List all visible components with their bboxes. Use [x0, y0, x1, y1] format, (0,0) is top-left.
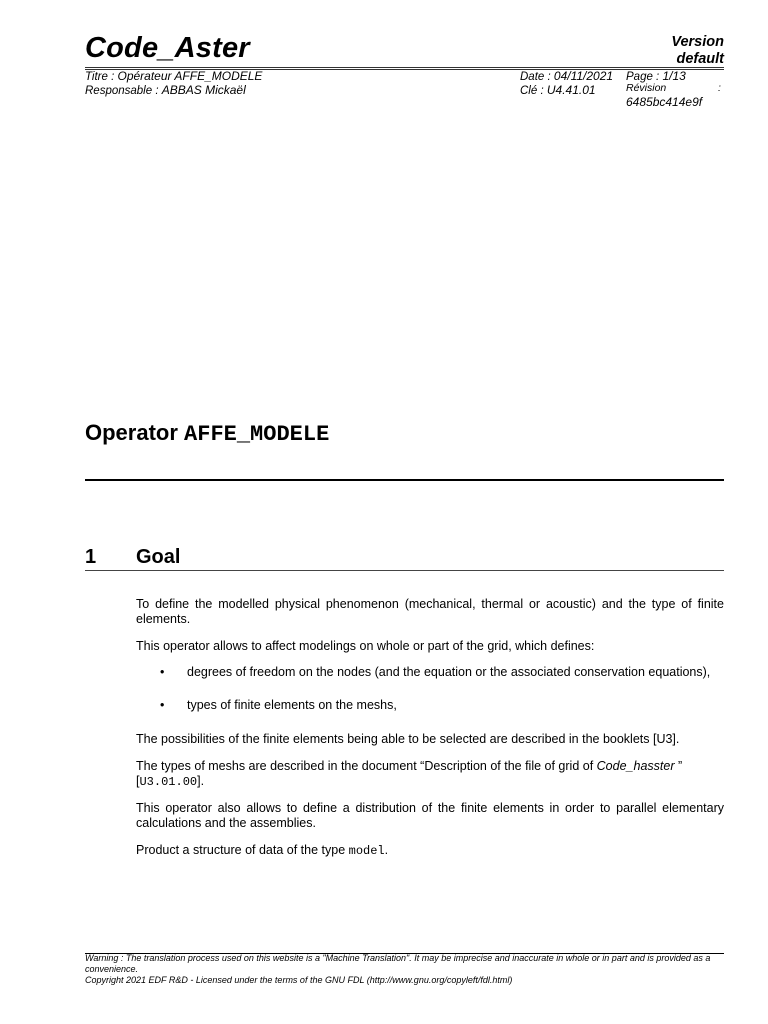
paragraph-3: The possibilities of the finite elements being able to be selected are described in the booklets [U3]. — [136, 732, 680, 746]
cle-value: U4.41.01 — [546, 83, 596, 97]
section-title: Goal — [136, 546, 181, 568]
title-rule — [85, 479, 724, 481]
document-title — [85, 420, 329, 447]
paragraph-1: To define the modelled physical phenomenon (mechanical, thermal or acoustic) and the type of finite elements. — [136, 597, 724, 626]
version-label: Version — [671, 34, 724, 50]
footer-warning: Warning : The translation process used on this website is a "Machine Translation". It may be imprecise and inaccurate in whole or in part and is provided as a convenience. — [85, 953, 711, 974]
responsable-label: Responsable : — [85, 85, 159, 97]
date-line — [520, 69, 613, 84]
page-label: Page : — [626, 71, 660, 83]
paragraph-4: The types of meshs are described in the document “Description of the file of grid of Code_hasster ” [U3.01.00]. — [136, 759, 683, 789]
document-title-code: AFFE_MODELE — [184, 422, 330, 447]
section-number: 1 — [85, 546, 97, 568]
date-label: Date : — [520, 71, 551, 83]
bullet-marker: • — [160, 665, 165, 679]
titre-line — [85, 69, 262, 84]
document-title-prefix: Operator — [85, 420, 178, 445]
titre-label: Titre : — [85, 71, 115, 83]
paragraph-2: This operator allows to affect modelings on whole or part of the grid, which defines: — [136, 639, 595, 653]
bullet-item-2: types of finite elements on the meshs, — [187, 698, 397, 712]
version-block — [671, 34, 724, 68]
revision-value: 6485bc414e9f — [626, 95, 703, 109]
bullet-item-1: degrees of freedom on the nodes (and the equation or the associated conservation equations), — [187, 665, 711, 679]
bullet-marker: • — [160, 698, 165, 712]
cle-line — [520, 83, 596, 98]
responsable-value: ABBAS Mickaël — [161, 83, 246, 97]
revision-colon: : — [718, 82, 721, 94]
paragraph-5: This operator also allows to define a distribution of the finite elements in order to parallel elementary calculations and the assemblies. — [136, 801, 724, 830]
revision-label: Révision — [626, 82, 667, 94]
model-code: model — [348, 844, 385, 858]
date-value: 04/11/2021 — [553, 69, 614, 83]
reference-code: U3.01.00 — [139, 775, 198, 789]
section-rule — [85, 570, 724, 571]
footer-copyright: Copyright 2021 EDF R&D - Licensed under the terms of the GNU FDL (http://www.gnu.org/copyleft/fdl.html) — [85, 975, 513, 985]
responsable-line — [85, 83, 246, 98]
code-hasster-italic: Code_hasster — [596, 759, 675, 773]
cle-label: Clé : — [520, 85, 544, 97]
brand-logo-text: Code_Aster — [85, 32, 250, 64]
page-value: 1/13 — [662, 69, 686, 83]
version-value: default — [676, 51, 724, 67]
paragraph-6: Product a structure of data of the type model. — [136, 843, 389, 858]
titre-value: Opérateur AFFE_MODELE — [117, 69, 263, 83]
